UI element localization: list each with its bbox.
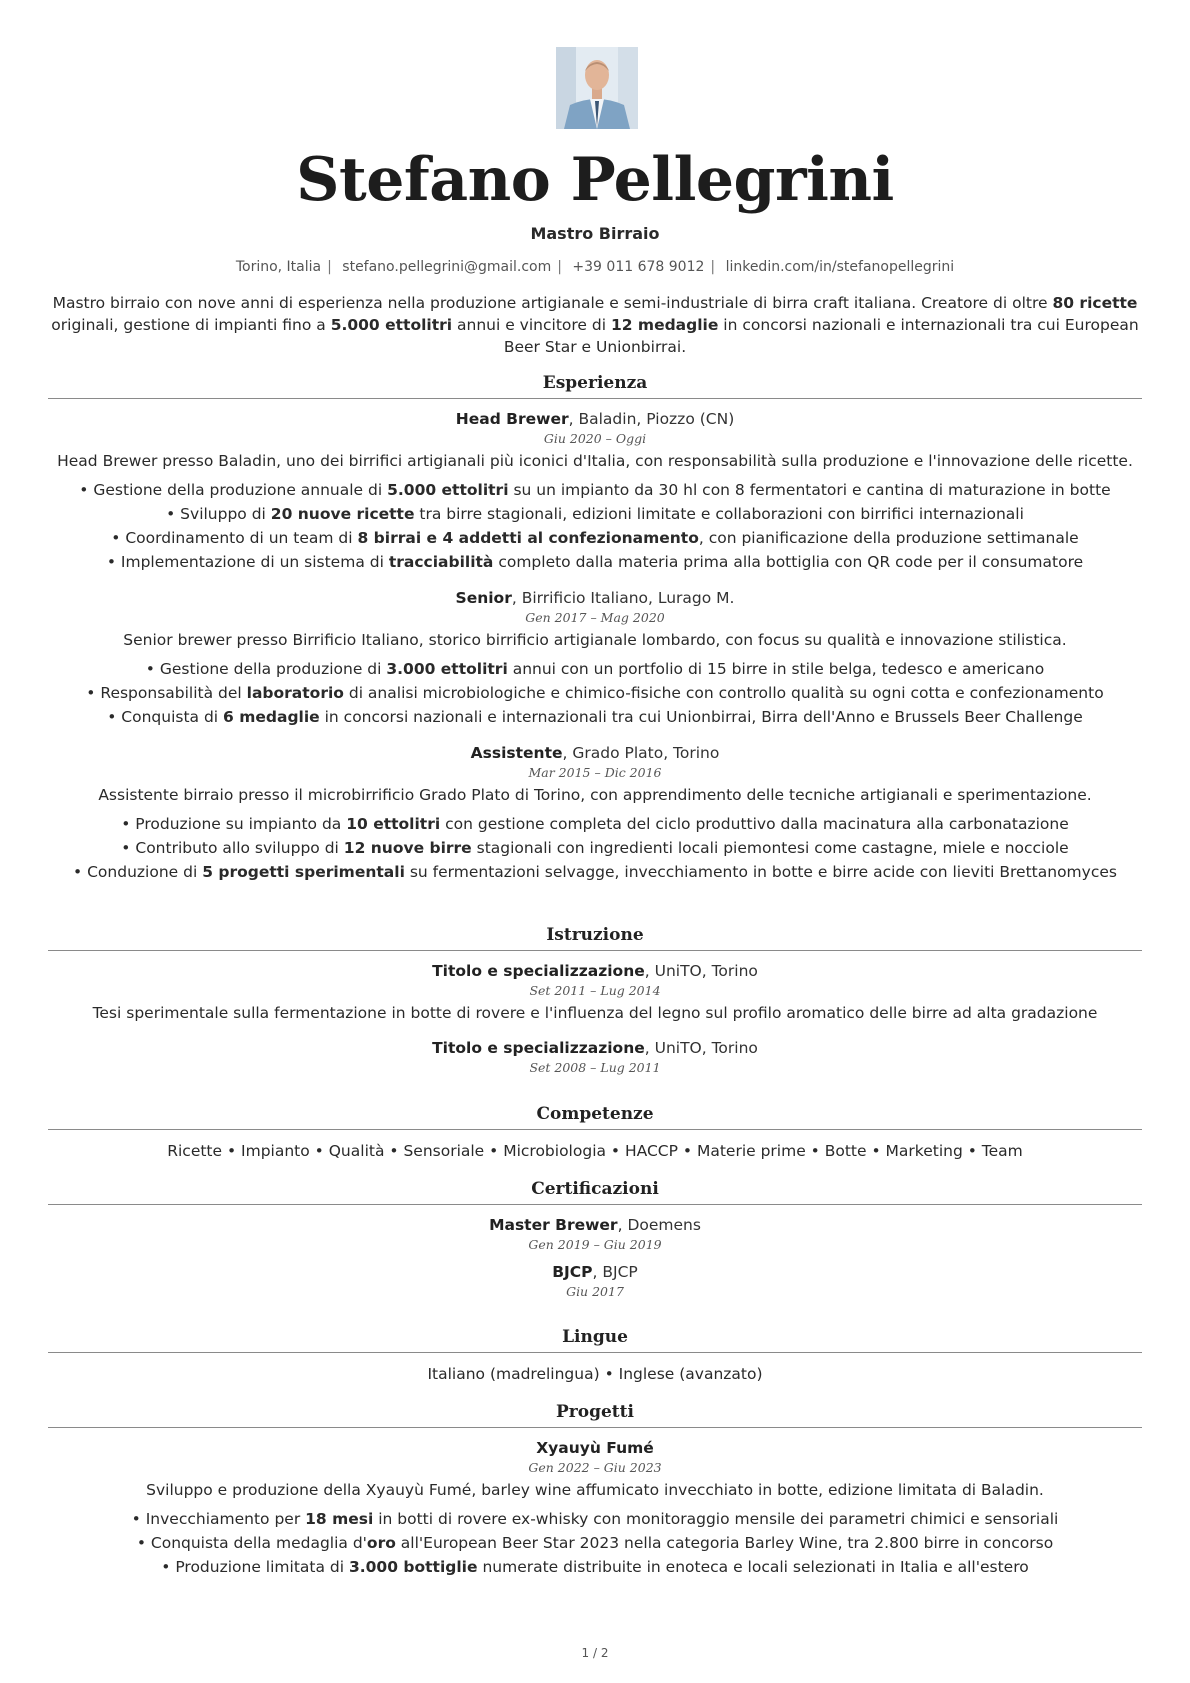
list-item: • Implementazione di un sistema di tracciabilità completo dalla materia prima alla bottiglia con QR code per il consumatore (106, 553, 1084, 571)
skills-list: Ricette • Impianto • Qualità • Sensoriale • Microbiologia • HACCP • Materie prime • Botte • Marketing • Team (167, 1142, 1023, 1160)
job-role: Assistente (470, 744, 563, 762)
job-company: , Baladin, Piozzo (CN) (568, 410, 735, 428)
list-item: • Sviluppo di 20 nuove ricette tra birre stagionali, edizioni limitate e collaborazioni con birrifici internazionali (166, 505, 1024, 523)
section-title: Lingue (48, 1327, 1142, 1353)
certification-entry (48, 1215, 1142, 1254)
certifications-section (48, 1179, 1142, 1309)
job-entry (48, 588, 1142, 729)
project-description: Sviluppo e produzione della Xyauyù Fumé, barley wine affumicato invecchiato in botte, edizione limitata di Baladin. (146, 1481, 1044, 1499)
degree-title: Titolo e specializzazione (432, 1039, 645, 1057)
school-name: , UniTO, Torino (644, 1039, 758, 1057)
job-title: Mastro Birraio (530, 224, 660, 243)
contact-location: Torino, Italia (235, 259, 322, 275)
job-role: Senior (455, 589, 512, 607)
certification-entry (48, 1262, 1142, 1301)
job-role: Head Brewer (455, 410, 569, 428)
list-item: • Coordinamento di un team di 8 birrai e 4 addetti al confezionamento, con pianificazione della produzione settimanale (111, 529, 1079, 547)
person-avatar-icon (556, 47, 638, 129)
certification-name: BJCP (552, 1263, 593, 1281)
degree-title: Titolo e specializzazione (432, 962, 645, 980)
list-item: • Gestione della produzione annuale di 5.000 ettolitri su un impianto da 30 hl con 8 fermentatori e cantina di maturazione in botte (79, 481, 1111, 499)
job-date: Mar 2015 – Dic 2016 (528, 765, 662, 780)
experience-section (48, 373, 1142, 898)
job-entry (48, 409, 1142, 574)
section-title: Istruzione (48, 925, 1142, 951)
certification-date: Giu 2017 (566, 1284, 624, 1299)
job-date: Giu 2020 – Oggi (543, 431, 647, 446)
project-name: Xyauyù Fumé (536, 1439, 654, 1457)
languages-section (48, 1327, 1142, 1385)
certification-org: , BJCP (592, 1263, 638, 1281)
certification-date: Gen 2019 – Giu 2019 (528, 1237, 662, 1252)
section-title: Competenze (48, 1104, 1142, 1130)
contact-phone[interactable]: +39 011 678 9012 (572, 259, 705, 275)
list-item: • Conquista di 6 medaglie in concorsi nazionali e internazionali tra cui Unionbirrai, Birra dell'Anno e Brussels Beer Challenge (107, 708, 1083, 726)
education-date: Set 2011 – Lug 2014 (529, 983, 661, 998)
list-item: • Conquista della medaglia d'oro all'European Beer Star 2023 nella categoria Barley Wine, tra 2.800 birre in concorso (136, 1534, 1054, 1552)
profile-photo (556, 47, 638, 129)
projects-section (48, 1402, 1142, 1593)
job-description: Senior brewer presso Birrificio Italiano, storico birrificio artigianale lombardo, con focus su qualità e innovazione stilistica. (123, 631, 1067, 649)
education-description: Tesi sperimentale sulla fermentazione in botte di rovere e l'influenza del legno sul profilo aromatico delle birre ad alta gradazione (92, 1004, 1098, 1022)
list-item: • Gestione della produzione di 3.000 ettolitri annui con un portfolio di 15 birre in stile belga, tedesco e americano (145, 660, 1045, 678)
education-entry (48, 1038, 1142, 1077)
list-item: • Produzione su impianto da 10 ettolitri con gestione completa del ciclo produttivo dalla macinatura alla carbonatazione (121, 815, 1069, 833)
job-bullets (48, 478, 1142, 574)
education-entry (48, 961, 1142, 1024)
job-date: Gen 2017 – Mag 2020 (525, 610, 665, 625)
job-company: , Birrificio Italiano, Lurago M. (511, 589, 735, 607)
list-item: • Contributo allo sviluppo di 12 nuove birre stagionali con ingredienti locali piemontesi come castagne, miele e nocciole (121, 839, 1069, 857)
job-bullets (48, 812, 1142, 884)
education-section (48, 925, 1142, 1091)
candidate-name: Stefano Pellegrini (296, 145, 894, 215)
certification-org: , Doemens (617, 1216, 701, 1234)
page-number: 1 / 2 (581, 1646, 609, 1660)
section-title: Progetti (48, 1402, 1142, 1428)
list-item: • Conduzione di 5 progetti sperimentali su fermentazioni selvagge, invecchiamento in botte e birre acide con lieviti Brettanomyces (73, 863, 1117, 881)
job-description: Assistente birraio presso il microbirrificio Grado Plato di Torino, con apprendimento delle tecniche artigianali e sperimentazione. (98, 786, 1092, 804)
school-name: , UniTO, Torino (644, 962, 758, 980)
section-title: Esperienza (48, 373, 1142, 399)
profile-summary: Mastro birraio con nove anni di esperienza nella produzione artigianale e semi-industriale di birra craft italiana. Creatore di oltre 80 ricette originali, gestione di impianti fino a 5.000 ettolitri annui e vincitore di 12 medaglie in concorsi nazionali e internazionali tra cui European Beer Star e Unionbirrai. (51, 294, 1139, 356)
job-entry (48, 743, 1142, 884)
contact-linkedin[interactable]: linkedin.com/in/stefanopellegrini (725, 259, 955, 275)
list-item: • Responsabilità del laboratorio di analisi microbiologiche e chimico-fisiche con controllo qualità su ogni cotta e confezionamento (86, 684, 1104, 702)
certification-name: Master Brewer (489, 1216, 618, 1234)
skills-section (48, 1104, 1142, 1162)
contact-email[interactable]: stefano.pellegrini@gmail.com (342, 259, 552, 275)
section-title: Certificazioni (48, 1179, 1142, 1205)
job-company: , Grado Plato, Torino (562, 744, 720, 762)
education-date: Set 2008 – Lug 2011 (529, 1060, 661, 1075)
languages-list: Italiano (madrelingua) • Inglese (avanzato) (427, 1365, 763, 1383)
project-date: Gen 2022 – Giu 2023 (528, 1460, 662, 1475)
project-entry (48, 1438, 1142, 1579)
list-item: • Invecchiamento per 18 mesi in botti di rovere ex-whisky con monitoraggio mensile dei parametri chimici e sensoriali (131, 1510, 1059, 1528)
project-bullets (48, 1507, 1142, 1579)
job-bullets (48, 657, 1142, 729)
list-item: • Produzione limitata di 3.000 bottiglie numerate distribuite in enoteca e locali selezionati in Italia e all'estero (161, 1558, 1029, 1576)
job-description: Head Brewer presso Baladin, uno dei birrifici artigianali più iconici d'Italia, con responsabilità sulla produzione e l'innovazione delle ricette. (57, 452, 1133, 470)
contact-line: Torino, Italia | stefano.pellegrini@gmail.com | +39 011 678 9012 | linkedin.com/in/stefanopellegrini (235, 259, 955, 275)
